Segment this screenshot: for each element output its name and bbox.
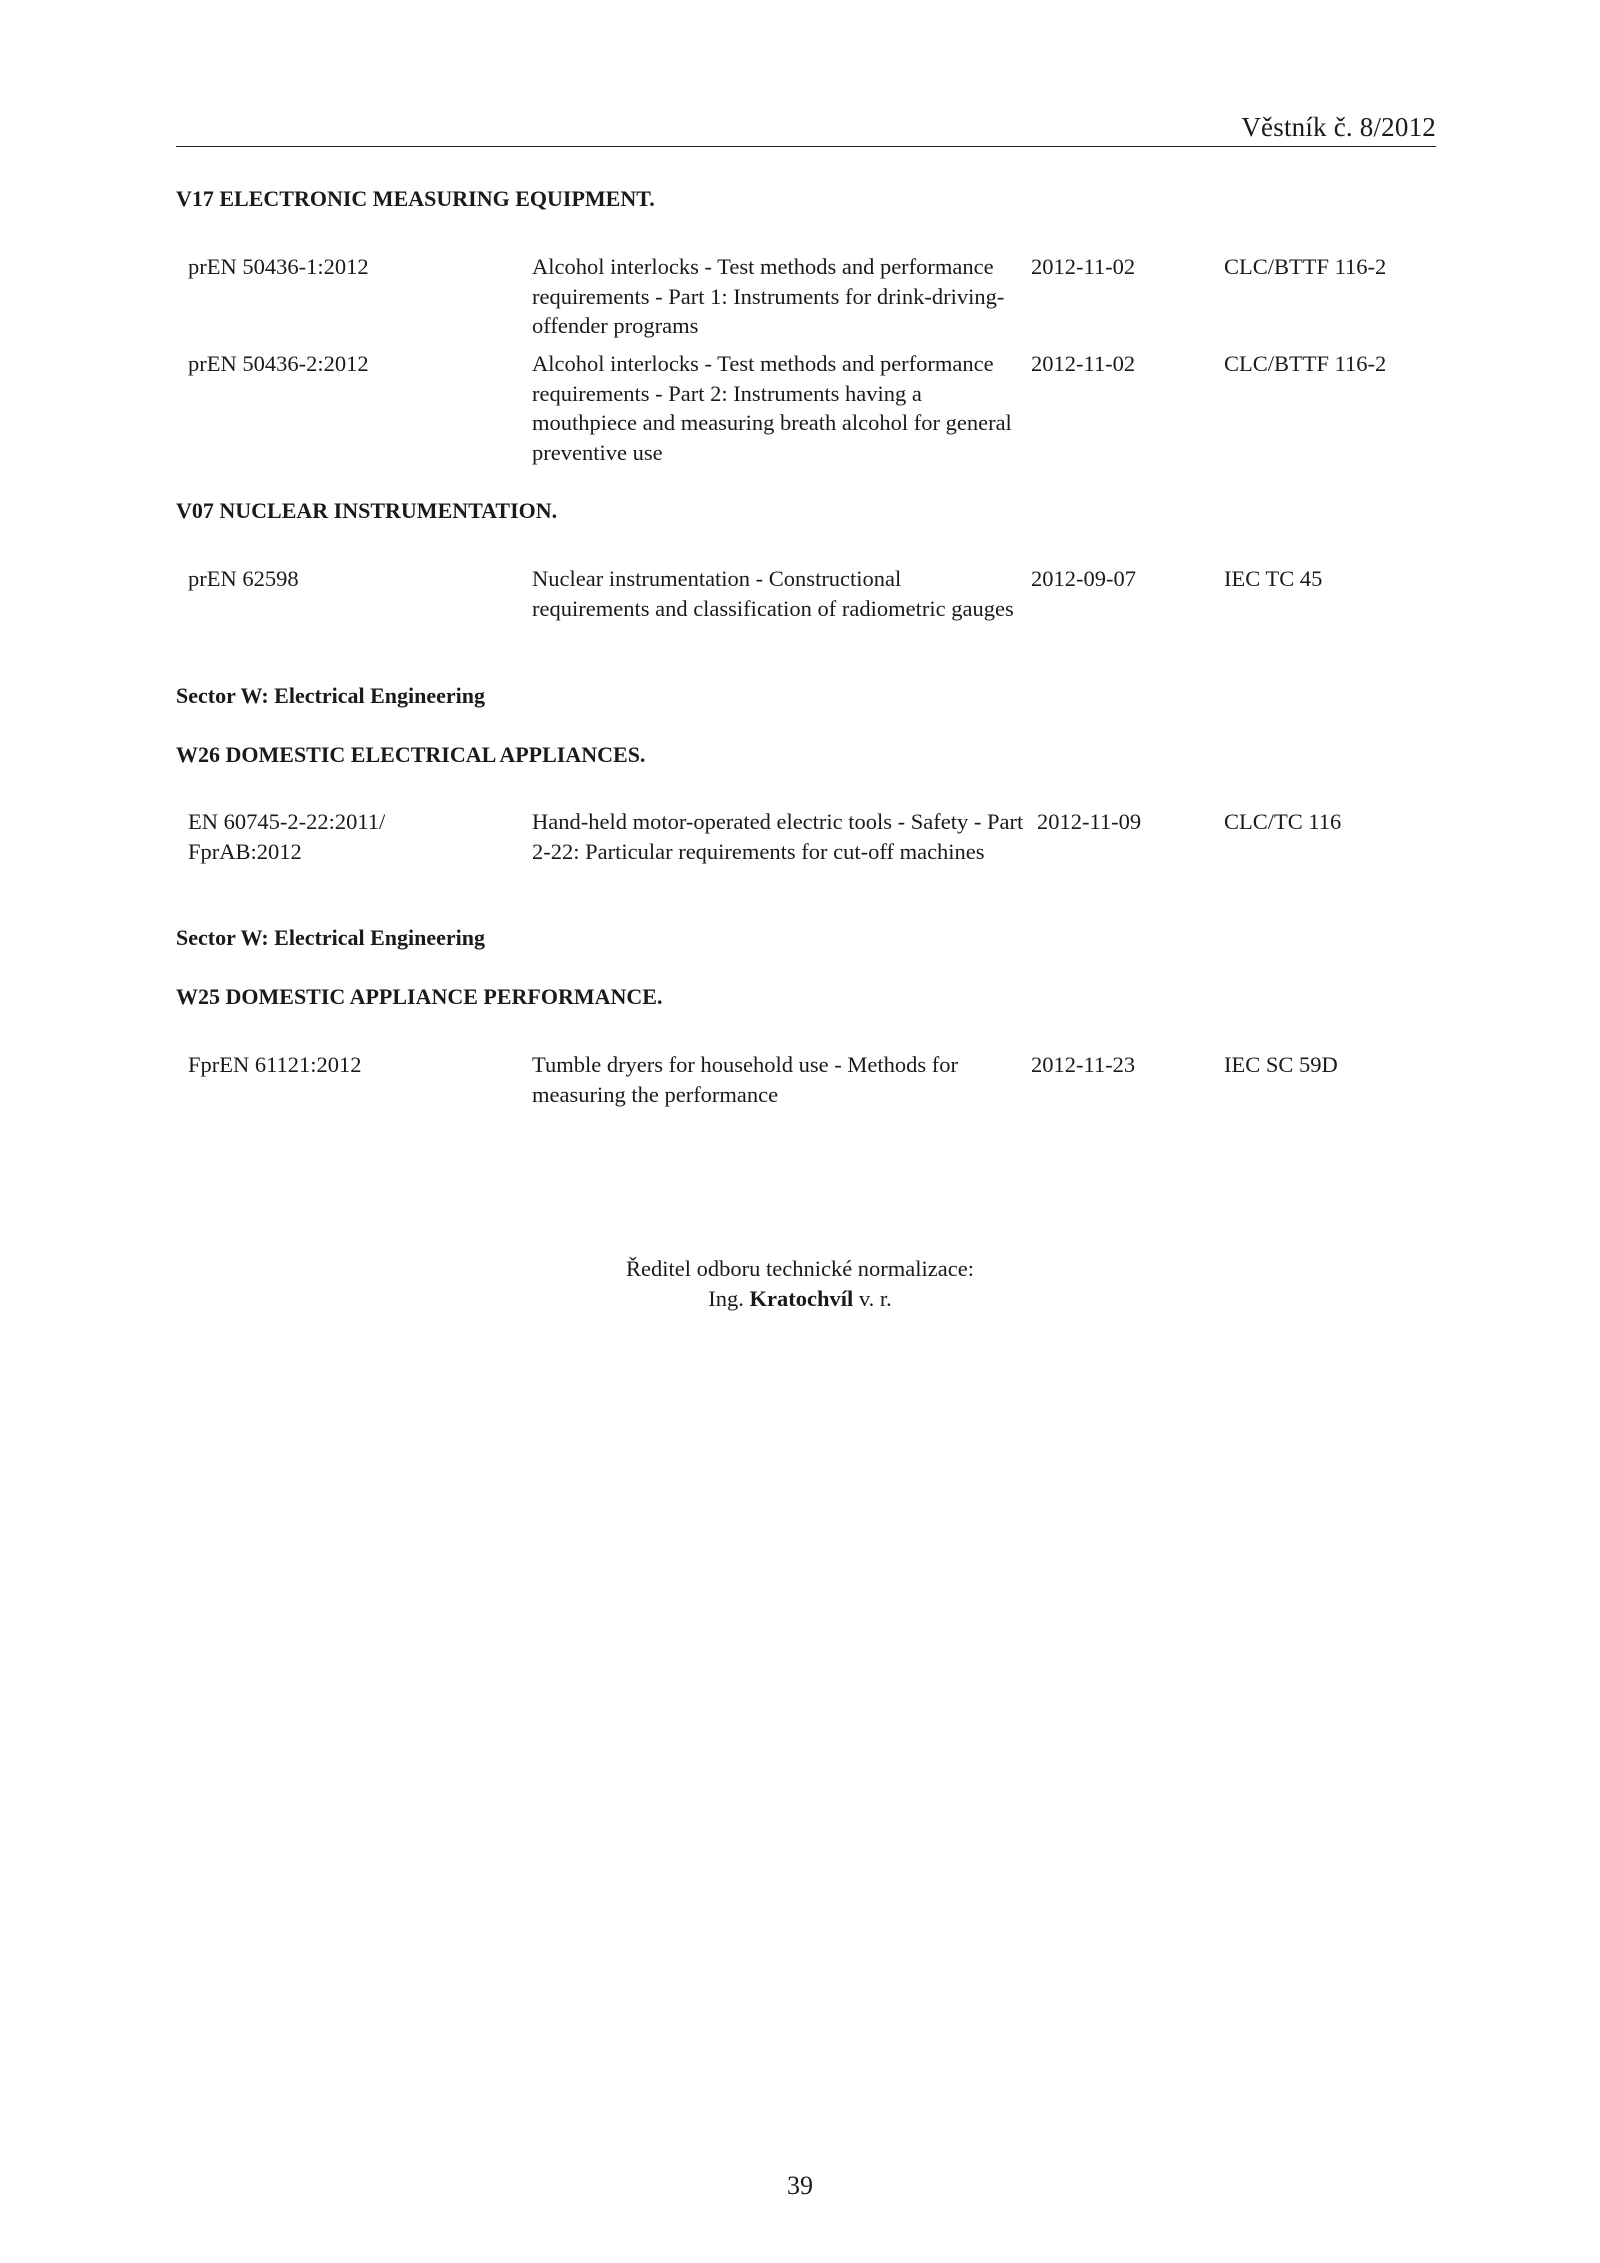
journal-issue-title: Věstník č. 8/2012 — [1241, 112, 1436, 142]
section-heading-w26: W26 DOMESTIC ELECTRICAL APPLIANCES. — [176, 742, 646, 767]
section-heading-v07: V07 NUCLEAR INSTRUMENTATION. — [176, 498, 558, 523]
standard-title: Alcohol interlocks - Test methods and performance requirements - Part 1: Instruments for drink-driving-offender programs — [532, 254, 1005, 338]
committee-ref: IEC TC 45 — [1224, 566, 1323, 591]
deadline-date: 2012-09-07 — [1031, 566, 1136, 591]
standard-title: Tumble dryers for household use - Methods for measuring the performance — [532, 1052, 958, 1107]
signature-line — [0, 1284, 1600, 1314]
committee-ref: CLC/BTTF 116-2 — [1224, 351, 1387, 376]
standard-code: prEN 50436-2:2012 — [188, 351, 369, 376]
standard-code: EN 60745-2-22:2011/ FprAB:2012 — [188, 809, 386, 864]
deadline-date: 2012-11-02 — [1031, 351, 1136, 376]
standard-title: Hand-held motor-operated electric tools - Safety - Part 2-22: Particular requirements for cut-off machines — [532, 809, 1024, 864]
page-number: 39 — [787, 2171, 813, 2200]
deadline-date: 2012-11-02 — [1031, 254, 1136, 279]
signature-suffix: v. r. — [858, 1286, 892, 1311]
sector-heading: Sector W: Electrical Engineering — [176, 683, 485, 708]
section-heading-w25: W25 DOMESTIC APPLIANCE PERFORMANCE. — [176, 984, 663, 1009]
page-header — [176, 110, 1436, 147]
sector-heading: Sector W: Electrical Engineering — [176, 925, 485, 950]
deadline-date: 2012-11-09 — [1037, 809, 1142, 834]
section-heading-v17: V17 ELECTRONIC MEASURING EQUIPMENT. — [176, 186, 655, 211]
committee-ref: CLC/TC 116 — [1224, 809, 1342, 834]
signature-prefix: Ing. — [708, 1286, 744, 1311]
standard-code: prEN 50436-1:2012 — [188, 254, 369, 279]
standard-code: FprEN 61121:2012 — [188, 1052, 362, 1077]
committee-ref: CLC/BTTF 116-2 — [1224, 254, 1387, 279]
signature-block — [0, 1254, 1600, 1314]
signature-name: Kratochvíl — [749, 1286, 854, 1311]
committee-ref: IEC SC 59D — [1224, 1052, 1338, 1077]
standard-title: Nuclear instrumentation - Constructional requirements and classification of radiometric gauges — [532, 566, 1014, 621]
standard-title: Alcohol interlocks - Test methods and performance requirements - Part 2: Instruments having a mouthpiece and measuring breath alcohol for general preventive use — [532, 351, 1012, 465]
standard-code: prEN 62598 — [188, 566, 299, 591]
signature-role: Ředitel odboru technické normalizace: — [626, 1256, 974, 1281]
deadline-date: 2012-11-23 — [1031, 1052, 1136, 1077]
